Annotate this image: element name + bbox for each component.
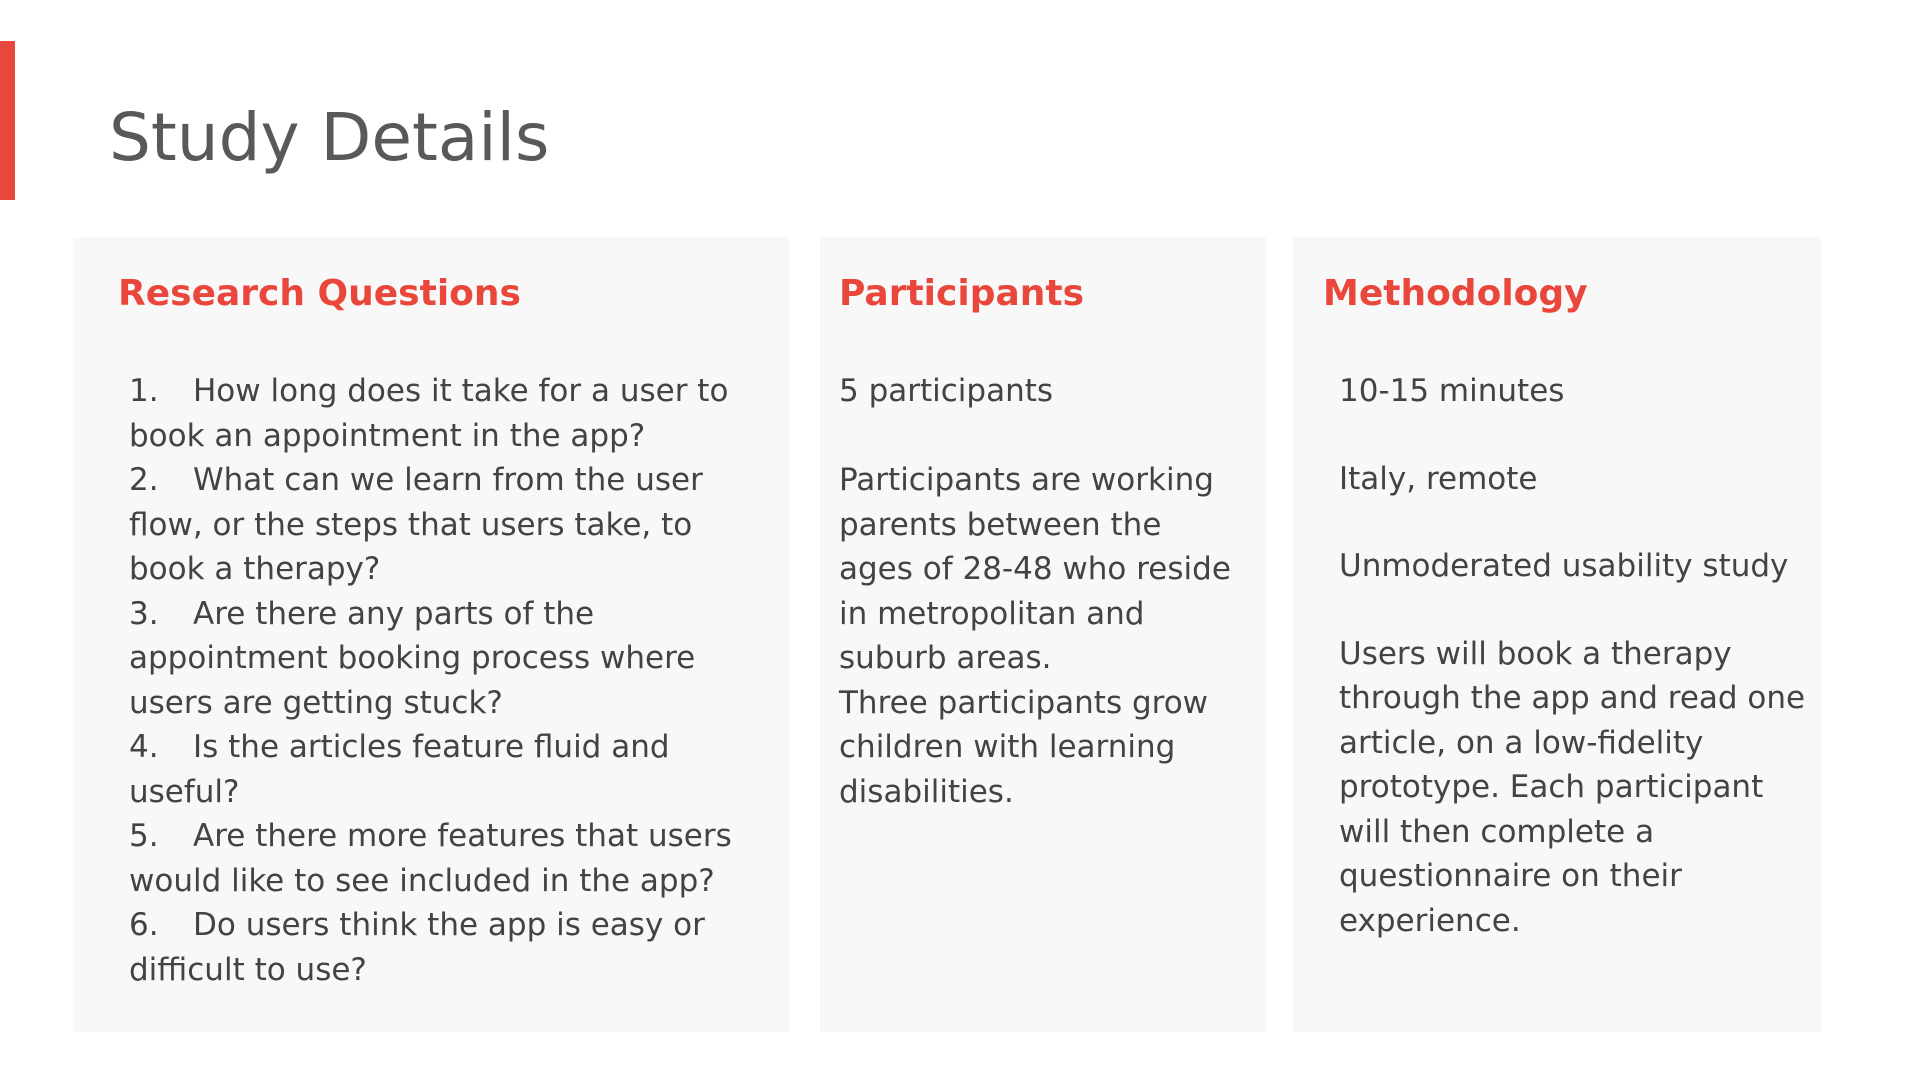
question-item [129,903,749,992]
page-title: Study Details [109,99,550,176]
question-item [129,814,749,903]
methodology-heading: Methodology [1323,273,1588,314]
methodology-card [1293,237,1822,1032]
participants-heading: Participants [839,273,1085,314]
accent-bar [0,41,15,200]
question-text: How long does it take for a user to book an appointment in the app? [129,373,729,454]
question-number: 5. [129,818,159,854]
participants-note: Three participants grow children with learning disabilities. [839,684,1209,810]
methodology-body [1339,369,1809,986]
research-questions-body [129,369,749,992]
question-item [129,369,749,458]
participants-body [839,369,1239,814]
question-number: 1. [129,373,159,409]
research-questions-list [129,369,749,992]
methodology-description: Users will book a therapy through the app and read one article, on a low-fidelity prototype. Each participant will then complete a questionnaire on their experience. [1339,635,1806,939]
question-number: 3. [129,595,159,632]
methodology-location: Italy, remote [1339,460,1538,497]
methodology-duration: 10-15 minutes [1339,373,1565,409]
question-text: Is the articles feature fluid and useful? [129,729,670,810]
question-text: Are there more features that users would like to see included in the app? [129,818,732,899]
participants-description: Participants are working parents between the ages of 28-48 who reside in metropolitan and suburb areas. [839,462,1231,676]
question-number: 6. [129,907,159,943]
methodology-type: Unmoderated usability study [1339,548,1789,584]
question-text: What can we learn from the user flow, or the steps that users take, to book a therapy? [129,462,703,587]
question-number: 2. [129,462,159,498]
research-questions-card [73,237,790,1032]
participants-count: 5 participants [839,373,1054,409]
question-item [129,458,749,592]
participants-card [820,237,1266,1032]
question-item [129,725,749,814]
question-item [129,592,749,726]
research-questions-heading: Research Questions [118,273,521,314]
question-text: Do users think the app is easy or difficult to use? [129,907,705,988]
question-number: 4. [129,729,159,765]
question-text: Are there any parts of the appointment booking process where users are getting stuck? [129,595,696,721]
